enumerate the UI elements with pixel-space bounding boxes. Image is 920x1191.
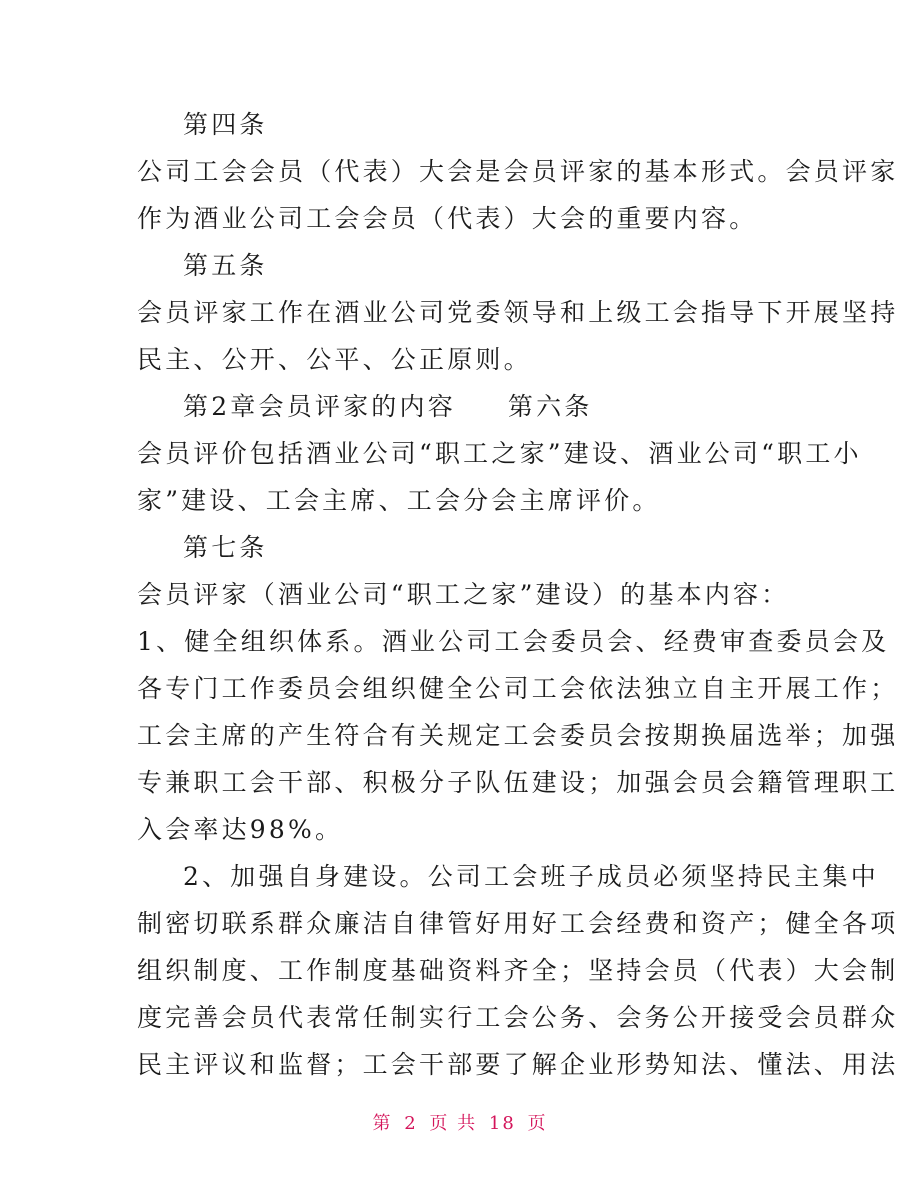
paragraph-line: 2、加强自身建设。公司工会班子成员必须坚持民主集中 xyxy=(183,862,879,891)
paragraph-line: 会员评价包括酒业公司“职工之家”建设、酒业公司“职工小 xyxy=(137,439,862,468)
paragraph-line: 会员评家工作在酒业公司党委领导和上级工会指导下开展坚持 xyxy=(137,298,899,327)
paragraph-line: 1、健全组织体系。酒业公司工会委员会、经费审查委员会及 xyxy=(137,627,890,656)
paragraph-line: 专兼职工会干部、积极分子队伍建设；加强会员会籍管理职工 xyxy=(137,768,899,797)
paragraph-line: 作为酒业公司工会会员（代表）大会的重要内容。 xyxy=(137,204,758,233)
footer-middle: 页 共 xyxy=(429,1113,478,1134)
paragraph-line: 入会率达98%。 xyxy=(137,815,344,844)
footer-suffix: 页 xyxy=(527,1113,548,1134)
paragraph-line: 组织制度、工作制度基础资料齐全；坚持会员（代表）大会制 xyxy=(137,956,899,985)
article-heading: 第七条 xyxy=(183,533,268,562)
paragraph-line: 制密切联系群众廉洁自律管好用好工会经费和资产；健全各项 xyxy=(137,909,899,938)
page-total: 18 xyxy=(488,1113,516,1134)
paragraph-line: 公司工会会员（代表）大会是会员评家的基本形式。会员评家 xyxy=(137,157,899,186)
paragraph-line: 家”建设、工会主席、工会分会主席评价。 xyxy=(137,486,661,515)
paragraph-line: 度完善会员代表常任制实行工会公务、会务公开接受会员群众 xyxy=(137,1003,899,1032)
article-heading: 第五条 xyxy=(183,251,268,280)
paragraph-line: 各专门工作委员会组织健全公司工会依法独立自主开展工作； xyxy=(137,674,899,703)
chapter-heading: 第2章会员评家的内容 xyxy=(183,392,456,421)
chapter-heading-row xyxy=(183,390,833,424)
paragraph-line: 民主评议和监督；工会干部要了解企业形势知法、懂法、用法 xyxy=(137,1050,899,1079)
page-footer xyxy=(0,1112,920,1136)
page-number: 2 xyxy=(404,1113,418,1134)
paragraph-line: 民主、公开、公平、公正原则。 xyxy=(137,345,532,374)
paragraph-line: 会员评家（酒业公司“职工之家”建设）的基本内容： xyxy=(137,580,790,609)
footer-prefix: 第 xyxy=(372,1113,393,1134)
paragraph-line: 工会主席的产生符合有关规定工会委员会按期换届选举；加强 xyxy=(137,721,899,750)
article-heading: 第四条 xyxy=(183,110,268,139)
article-heading: 第六条 xyxy=(507,392,593,421)
